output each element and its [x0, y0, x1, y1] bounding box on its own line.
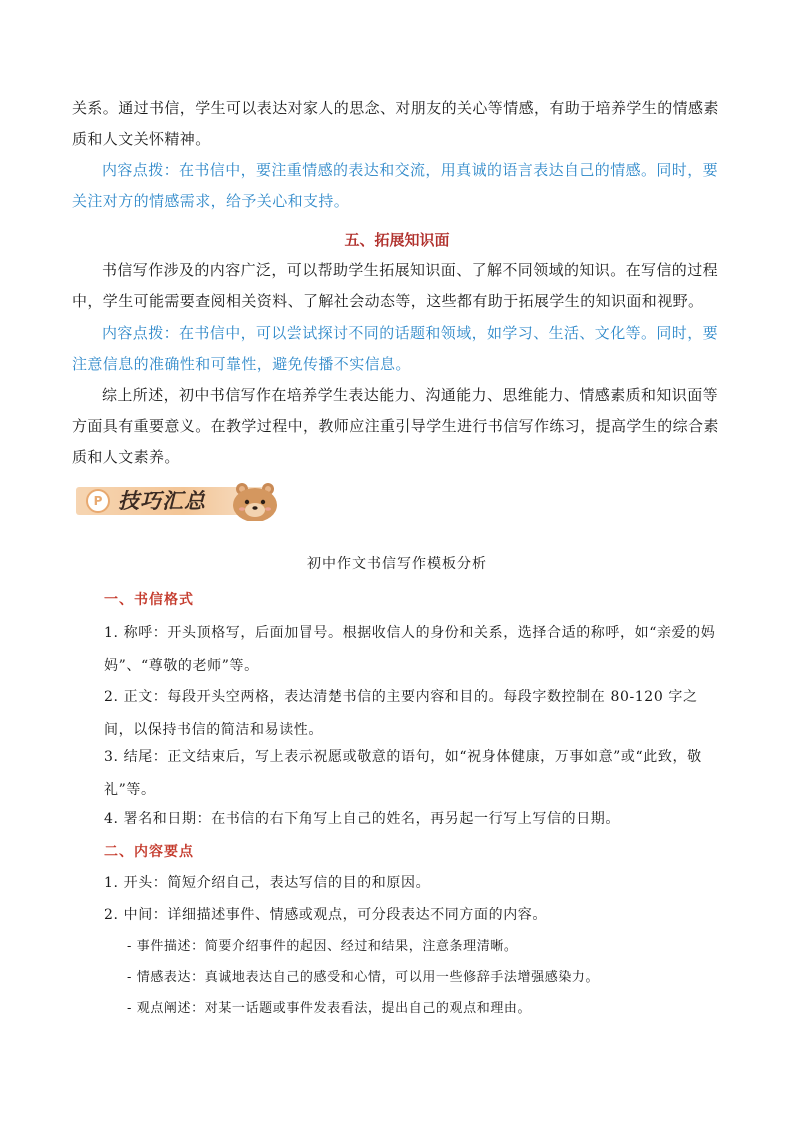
list-item: 4. 署名和日期：在书信的右下角写上自己的姓名，再另起一行写上写信的日期。	[104, 811, 621, 827]
list-item: 3. 结尾：正文结束后，写上表示祝愿或敬意的语句，如“祝身体健康，万事如意”或“此致，敬礼”等。	[104, 749, 702, 798]
bear-icon	[222, 481, 284, 521]
sub-list-item: - 事件描述：简要介绍事件的起因、经过和结果，注意条理清晰。	[127, 939, 518, 954]
paragraph-knowledge: 书信写作涉及的内容广泛，可以帮助学生拓展知识面、了解不同领域的知识。在写信的过程中，学生可能需要查阅相关资料、了解社会动态等，这些都有助于拓展学生的知识面和视野。	[72, 261, 719, 310]
tip-knowledge: 内容点拨：在书信中，可以尝试探讨不同的话题和领域，如学习、生活、文化等。同时，要注意信息的准确性和可靠性，避免传播不实信息。	[72, 324, 719, 373]
section-title-knowledge: 五、拓展知识面	[344, 231, 450, 249]
sub-list-item: - 观点阐述：对某一话题或事件发表看法，提出自己的观点和理由。	[127, 1001, 532, 1016]
list-item: 1. 称呼：开头顶格写，后面加冒号。根据收信人的身份和关系，选择合适的称呼，如“亲爱的妈妈”、“尊敬的老师”等。	[104, 625, 716, 674]
list-item: 2. 正文：每段开头空两格，表达清楚书信的主要内容和目的。每段字数控制在 80-120 字之间，以保持书信的简洁和易读性。	[104, 689, 698, 738]
document-title: 初中作文书信写作模板分析	[307, 556, 487, 572]
list-item: 1. 开头：简短介绍自己，表达写信的目的和原因。	[104, 875, 431, 891]
coin-icon: P	[86, 489, 110, 513]
banner-title: 技巧汇总	[118, 489, 206, 513]
list-item: 2. 中间：详细描述事件、情感或观点，可分段表达不同方面的内容。	[104, 907, 548, 923]
skills-summary-banner	[76, 479, 286, 521]
heading-content-points: 二、内容要点	[104, 844, 194, 860]
paragraph-summary: 综上所述，初中书信写作在培养学生表达能力、沟通能力、思维能力、情感素质和知识面等方面具有重要意义。在教学过程中，教师应注重引导学生进行书信写作练习，提高学生的综合素质和人文素养。	[72, 386, 719, 466]
sub-list-item: - 情感表达：真诚地表达自己的感受和心情，可以用一些修辞手法增强感染力。	[127, 970, 600, 985]
tip-emotion: 内容点拨：在书信中，要注重情感的表达和交流，用真诚的语言表达自己的情感。同时，要关注对方的情感需求，给予关心和支持。	[72, 161, 719, 210]
heading-letter-format: 一、书信格式	[104, 592, 194, 608]
paragraph-emotion-end: 关系。通过书信，学生可以表达对家人的思念、对朋友的关心等情感，有助于培养学生的情感素质和人文关怀精神。	[72, 99, 719, 148]
